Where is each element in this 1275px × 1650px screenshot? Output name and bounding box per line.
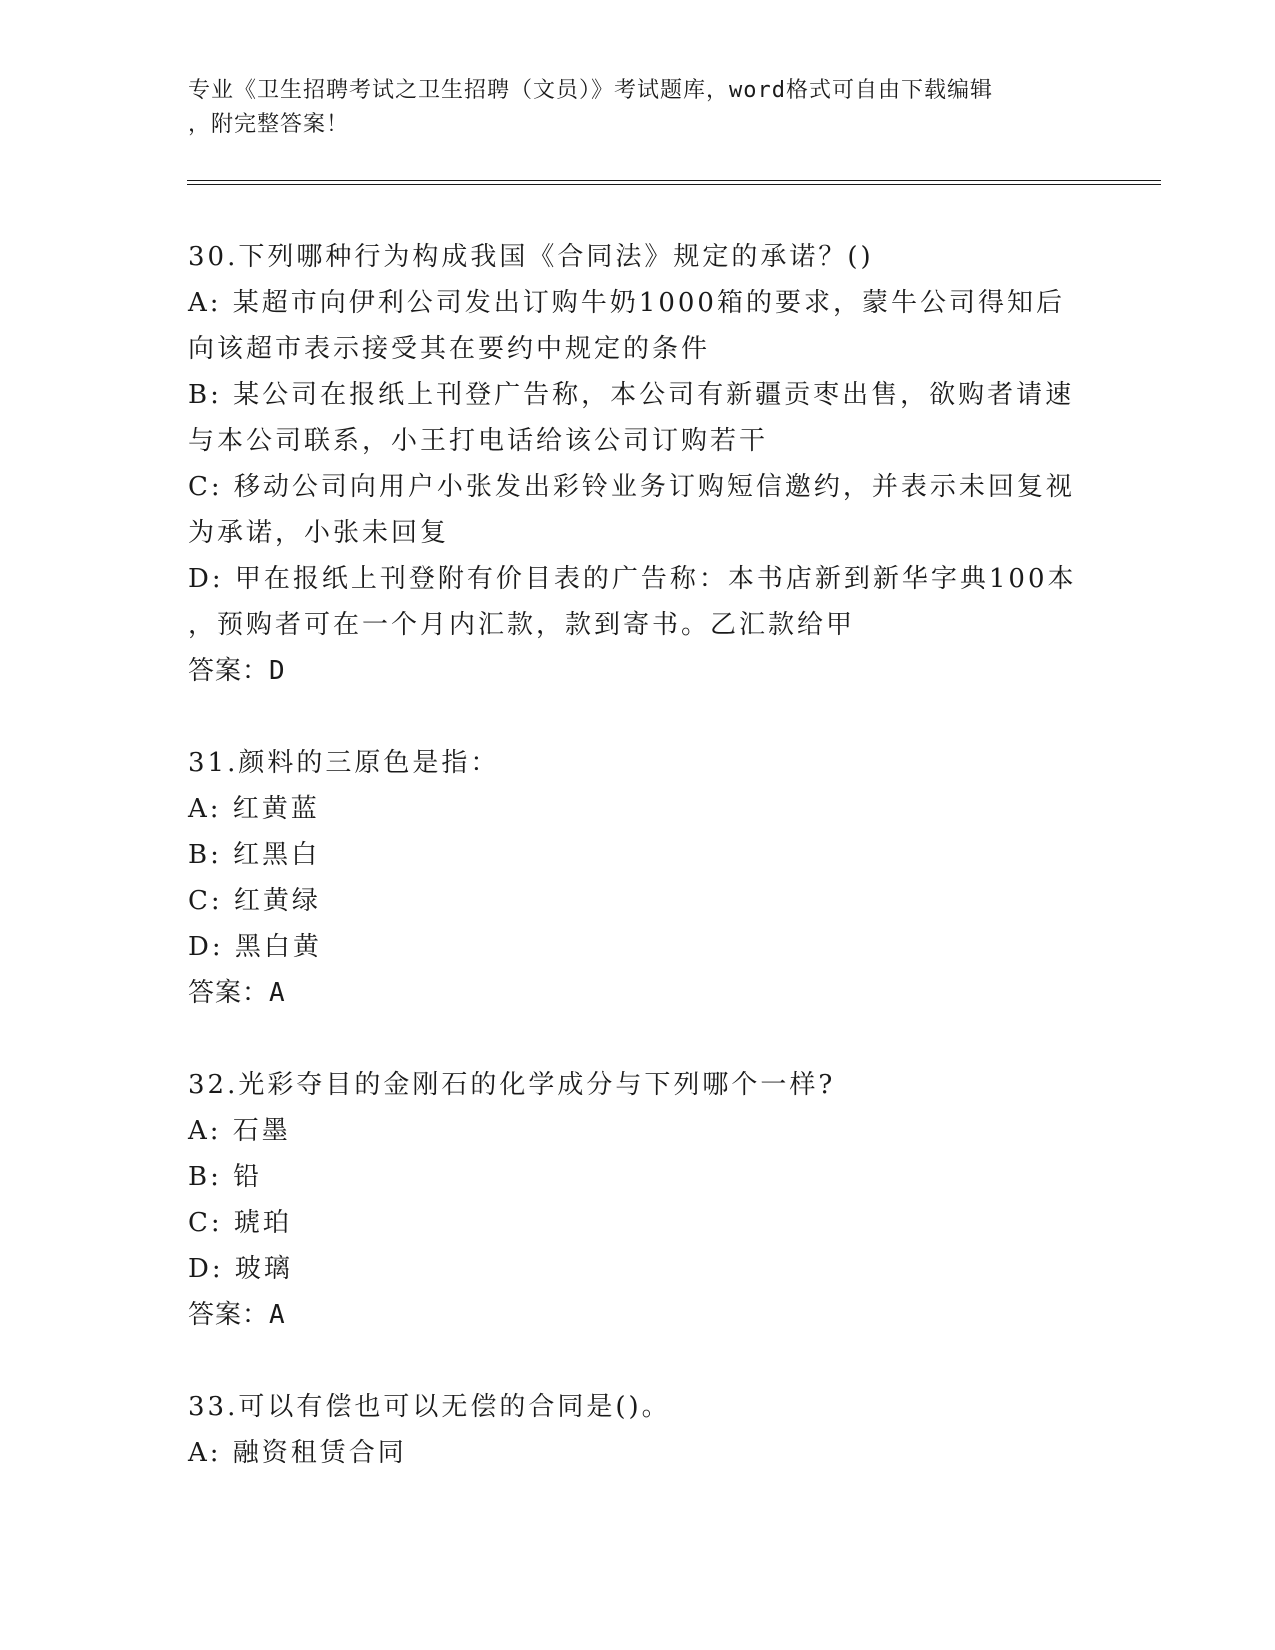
answer: 答案：A bbox=[188, 1300, 286, 1330]
header-line-2: ，附完整答案！ bbox=[188, 112, 350, 137]
option-d: D: 甲在报纸上刊登附有价目表的广告称：本书店新到新华字典100本 bbox=[188, 564, 1077, 594]
option-b: B: 铅 bbox=[188, 1162, 263, 1192]
option-a: A: 石墨 bbox=[188, 1116, 291, 1146]
question-list bbox=[188, 234, 1088, 1522]
header-divider-top bbox=[187, 180, 1161, 181]
answer: 答案：A bbox=[188, 978, 286, 1008]
option-a: A: 融资租赁合同 bbox=[188, 1438, 407, 1468]
option-c: C: 红黄绿 bbox=[188, 886, 321, 916]
option-a: A: 红黄蓝 bbox=[188, 794, 320, 824]
question-stem: 31.颜料的三原色是指： bbox=[188, 748, 500, 778]
option-c-continued: 为承诺，小张未回复 bbox=[188, 518, 450, 548]
option-d: D: 玻璃 bbox=[188, 1254, 293, 1284]
option-d-continued: ，预购者可在一个月内汇款，款到寄书。乙汇款给甲 bbox=[188, 610, 856, 640]
question-33 bbox=[188, 1384, 1088, 1476]
question-31 bbox=[188, 740, 1088, 1016]
option-b: B: 某公司在报纸上刊登广告称，本公司有新疆贡枣出售，欲购者请速 bbox=[188, 380, 1075, 410]
header-line-1: 专业《卫生招聘考试之卫生招聘（文员）》考试题库，word格式可自由下载编辑 bbox=[188, 78, 993, 103]
option-c: C: 移动公司向用户小张发出彩铃业务订购短信邀约，并表示未回复视 bbox=[188, 472, 1075, 502]
answer: 答案：D bbox=[188, 656, 286, 686]
question-stem: 33.可以有偿也可以无偿的合同是()。 bbox=[188, 1392, 671, 1422]
question-stem: 32.光彩夺目的金刚石的化学成分与下列哪个一样? bbox=[188, 1070, 836, 1100]
option-b: B: 红黑白 bbox=[188, 840, 321, 870]
option-d: D: 黑白黄 bbox=[188, 932, 322, 962]
question-32 bbox=[188, 1062, 1088, 1338]
document-header bbox=[188, 74, 1068, 142]
option-b-continued: 与本公司联系，小王打电话给该公司订购若干 bbox=[188, 426, 769, 456]
question-stem: 30.下列哪种行为构成我国《合同法》规定的承诺？() bbox=[188, 242, 874, 272]
option-a: A: 某超市向伊利公司发出订购牛奶1000箱的要求，蒙牛公司得知后 bbox=[188, 288, 1065, 318]
option-a-continued: 向该超市表示接受其在要约中规定的条件 bbox=[188, 334, 711, 364]
option-c: C: 琥珀 bbox=[188, 1208, 292, 1238]
header-divider-bottom bbox=[187, 184, 1161, 185]
question-30 bbox=[188, 234, 1088, 694]
